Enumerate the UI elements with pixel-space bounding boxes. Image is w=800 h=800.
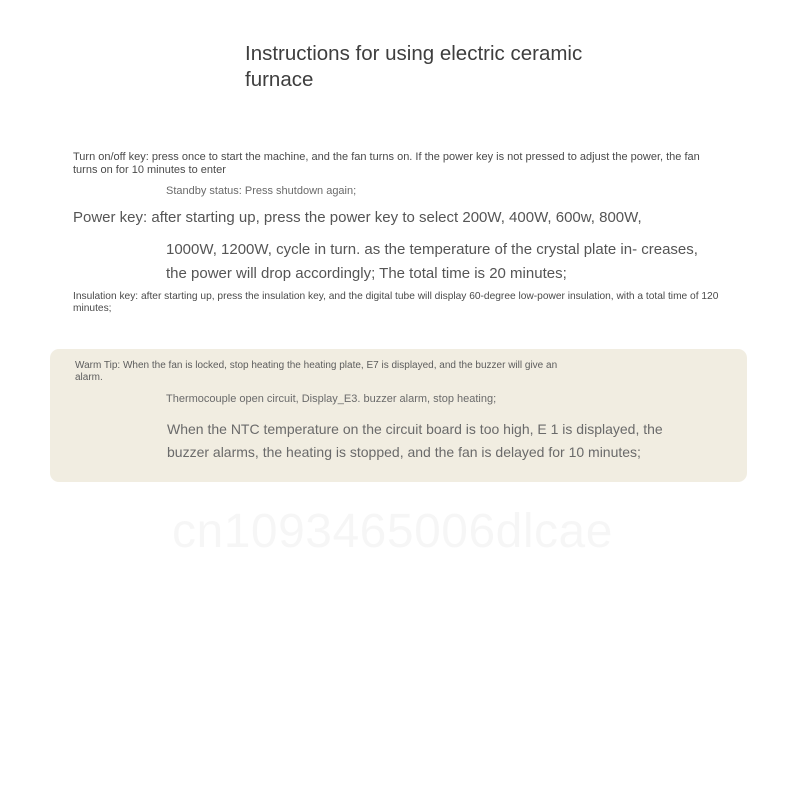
thermocouple-error-text: Thermocouple open circuit, Display_E3. buzzer alarm, stop heating; xyxy=(166,393,497,405)
insulation-key-instruction: Insulation key: after starting up, press the insulation key, and the digital tube will display 60-degree low-power insulation, with a total time of 120 minutes; xyxy=(73,291,719,314)
watermark xyxy=(172,505,613,559)
power-key-instruction: Power key: after starting up, press the power key to select 200W, 400W, 600w, 800W, xyxy=(73,209,642,226)
warm-tip-text: Warm Tip: When the fan is locked, stop heating the heating plate, E7 is displayed, and the buzzer will give an alarm. xyxy=(75,360,558,383)
on-off-key-instruction: Turn on/off key: press once to start the machine, and the fan turns on. If the power key is not pressed to adjust the power, the fan turns on for 10 minutes to enter xyxy=(73,151,700,176)
power-key-instruction-continued: 1000W, 1200W, cycle in turn. as the temperature of the crystal plate in- creases, the power will drop accordingly; The total time is 20 minutes; xyxy=(166,241,698,282)
standby-status-text: Standby status: Press shutdown again; xyxy=(166,185,357,197)
page-title: Instructions for using electric ceramic furnace xyxy=(245,42,583,91)
ntc-error-text: When the NTC temperature on the circuit board is too high, E 1 is displayed, the buzzer alarms, the heating is stopped, and the fan is delayed for 10 minutes; xyxy=(167,421,663,460)
